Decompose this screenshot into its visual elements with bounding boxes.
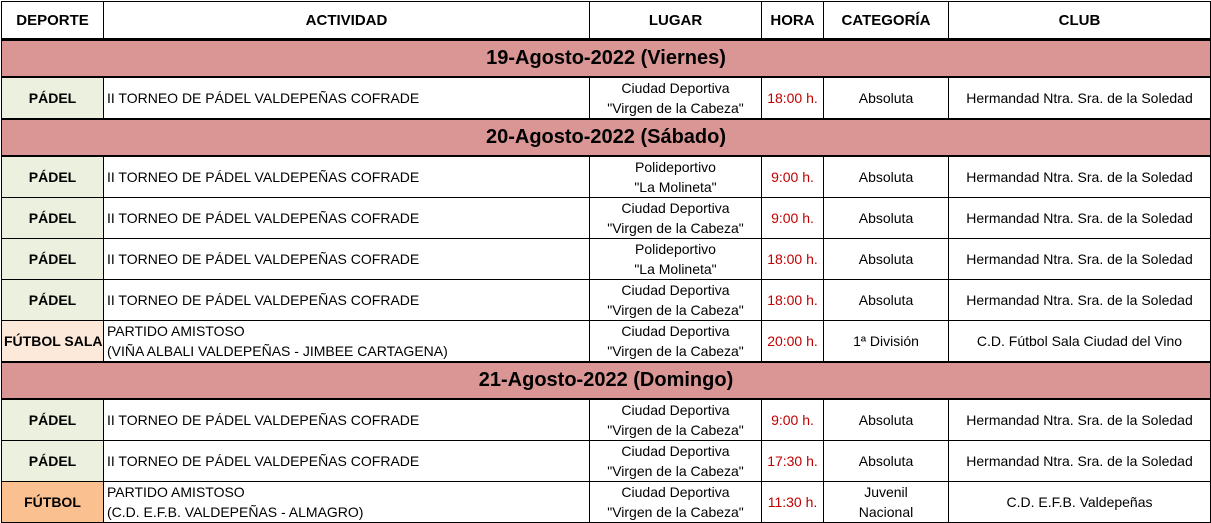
lugar-cell-line: Ciudad Deportiva (621, 323, 730, 339)
lugar-cell-line: "Virgen de la Cabeza" (607, 343, 744, 359)
lugar-cell-line: Ciudad Deportiva (621, 282, 730, 298)
table-row (2, 77, 1211, 119)
actividad-cell-line: II TORNEO DE PÁDEL VALDEPEÑAS COFRADE (107, 412, 420, 428)
lugar-cell-line: Ciudad Deportiva (621, 443, 730, 459)
table-row (2, 441, 1211, 482)
hora-cell: 9:00 h. (762, 399, 824, 441)
lugar-cell-line: "La Molineta" (634, 179, 717, 195)
lugar-cell (590, 77, 762, 119)
actividad-cell (104, 77, 590, 119)
lugar-cell-line: "Virgen de la Cabeza" (607, 302, 744, 318)
club-cell: Hermandad Ntra. Sra. de la Soledad (949, 198, 1211, 239)
lugar-cell (590, 441, 762, 482)
lugar-cell-line: "Virgen de la Cabeza" (607, 463, 744, 479)
date-heading: 20-Agosto-2022 (Sábado) (2, 119, 1211, 156)
club-cell: Hermandad Ntra. Sra. de la Soledad (949, 77, 1211, 119)
hora-cell: 9:00 h. (762, 198, 824, 239)
actividad-cell-line: II TORNEO DE PÁDEL VALDEPEÑAS COFRADE (107, 251, 420, 267)
lugar-cell (590, 156, 762, 198)
categoria-cell-line: Absoluta (858, 412, 914, 428)
deporte-cell: FÚTBOL (2, 482, 104, 523)
lugar-cell-line: Ciudad Deportiva (621, 80, 730, 96)
deporte-cell: PÁDEL (2, 399, 104, 441)
actividad-cell-line: PARTIDO AMISTOSO (107, 323, 245, 339)
categoria-cell (824, 156, 949, 198)
lugar-cell-line: "La Molineta" (634, 261, 717, 277)
table-row (2, 482, 1211, 523)
categoria-cell (824, 399, 949, 441)
table-row (2, 198, 1211, 239)
club-cell: C.D. E.F.B. Valdepeñas (949, 482, 1211, 523)
deporte-cell: FÚTBOL SALA (2, 321, 104, 363)
categoria-cell (824, 482, 949, 523)
actividad-cell (104, 239, 590, 280)
categoria-cell (824, 77, 949, 119)
club-cell: Hermandad Ntra. Sra. de la Soledad (949, 441, 1211, 482)
actividad-cell (104, 321, 590, 363)
header-actividad: ACTIVIDAD (104, 2, 590, 40)
deporte-cell: PÁDEL (2, 198, 104, 239)
deporte-cell: PÁDEL (2, 280, 104, 321)
lugar-cell (590, 280, 762, 321)
club-cell: Hermandad Ntra. Sra. de la Soledad (949, 399, 1211, 441)
actividad-cell (104, 280, 590, 321)
actividad-cell (104, 198, 590, 239)
hora-cell: 18:00 h. (762, 239, 824, 280)
lugar-cell (590, 321, 762, 363)
lugar-cell (590, 399, 762, 441)
categoria-cell-line: Absoluta (858, 210, 914, 226)
hora-cell: 20:00 h. (762, 321, 824, 363)
actividad-cell (104, 399, 590, 441)
categoria-cell-line: Absoluta (858, 453, 914, 469)
actividad-cell-line: PARTIDO AMISTOSO (107, 484, 245, 500)
club-cell: Hermandad Ntra. Sra. de la Soledad (949, 239, 1211, 280)
header-deporte: DEPORTE (2, 2, 104, 40)
actividad-cell-line: II TORNEO DE PÁDEL VALDEPEÑAS COFRADE (107, 90, 420, 106)
table-row (2, 156, 1211, 198)
categoria-cell-line: Absoluta (858, 169, 914, 185)
lugar-cell (590, 482, 762, 523)
header-categoria: CATEGORÍA (824, 2, 949, 40)
lugar-cell-line: Ciudad Deportiva (621, 484, 730, 500)
actividad-cell-line: II TORNEO DE PÁDEL VALDEPEÑAS COFRADE (107, 453, 420, 469)
deporte-cell: PÁDEL (2, 156, 104, 198)
actividad-cell-line: II TORNEO DE PÁDEL VALDEPEÑAS COFRADE (107, 210, 420, 226)
actividad-cell-line: (C.D. E.F.B. VALDEPEÑAS - ALMAGRO) (107, 504, 364, 520)
header-hora: HORA (762, 2, 824, 40)
categoria-cell (824, 198, 949, 239)
lugar-cell-line: "Virgen de la Cabeza" (607, 100, 744, 116)
categoria-cell-line: 1ª División (853, 333, 919, 349)
header-lugar: LUGAR (590, 2, 762, 40)
categoria-cell (824, 321, 949, 363)
lugar-cell (590, 239, 762, 280)
date-heading: 21-Agosto-2022 (Domingo) (2, 362, 1211, 399)
hora-cell: 11:30 h. (762, 482, 824, 523)
actividad-cell-line: II TORNEO DE PÁDEL VALDEPEÑAS COFRADE (107, 292, 420, 308)
lugar-cell-line: "Virgen de la Cabeza" (607, 220, 744, 236)
date-row (2, 119, 1211, 156)
categoria-cell-line: Absoluta (858, 292, 914, 308)
actividad-cell-line: II TORNEO DE PÁDEL VALDEPEÑAS COFRADE (107, 169, 420, 185)
lugar-cell-line: Polideportivo (635, 159, 716, 175)
lugar-cell-line: "Virgen de la Cabeza" (607, 504, 744, 520)
date-heading: 19-Agosto-2022 (Viernes) (2, 40, 1211, 78)
categoria-cell (824, 280, 949, 321)
categoria-cell (824, 239, 949, 280)
deporte-cell: PÁDEL (2, 441, 104, 482)
categoria-cell-line: Juvenil (864, 484, 908, 500)
categoria-cell-line: Absoluta (858, 251, 914, 267)
hora-cell: 18:00 h. (762, 280, 824, 321)
lugar-cell-line: Ciudad Deportiva (621, 402, 730, 418)
actividad-cell (104, 482, 590, 523)
categoria-cell-line: Nacional (858, 504, 914, 520)
lugar-cell-line: "Virgen de la Cabeza" (607, 422, 744, 438)
lugar-cell-line: Polideportivo (635, 241, 716, 257)
club-cell: Hermandad Ntra. Sra. de la Soledad (949, 280, 1211, 321)
hora-cell: 17:30 h. (762, 441, 824, 482)
lugar-cell (590, 198, 762, 239)
header-row (2, 2, 1211, 40)
deporte-cell: PÁDEL (2, 239, 104, 280)
date-row (2, 40, 1211, 78)
club-cell: C.D. Fútbol Sala Ciudad del Vino (949, 321, 1211, 363)
actividad-cell (104, 156, 590, 198)
hora-cell: 9:00 h. (762, 156, 824, 198)
categoria-cell (824, 441, 949, 482)
schedule-body (2, 40, 1211, 523)
date-row (2, 362, 1211, 399)
actividad-cell-line: (VIÑA ALBALI VALDEPEÑAS - JIMBEE CARTAGENA) (107, 343, 448, 359)
table-row (2, 321, 1211, 363)
lugar-cell-line: Ciudad Deportiva (621, 200, 730, 216)
club-cell: Hermandad Ntra. Sra. de la Soledad (949, 156, 1211, 198)
actividad-cell (104, 441, 590, 482)
table-row (2, 399, 1211, 441)
deporte-cell: PÁDEL (2, 77, 104, 119)
hora-cell: 18:00 h. (762, 77, 824, 119)
table-row (2, 280, 1211, 321)
schedule-table (1, 1, 1211, 523)
header-club: CLUB (949, 2, 1211, 40)
categoria-cell-line: Absoluta (858, 90, 914, 106)
table-row (2, 239, 1211, 280)
